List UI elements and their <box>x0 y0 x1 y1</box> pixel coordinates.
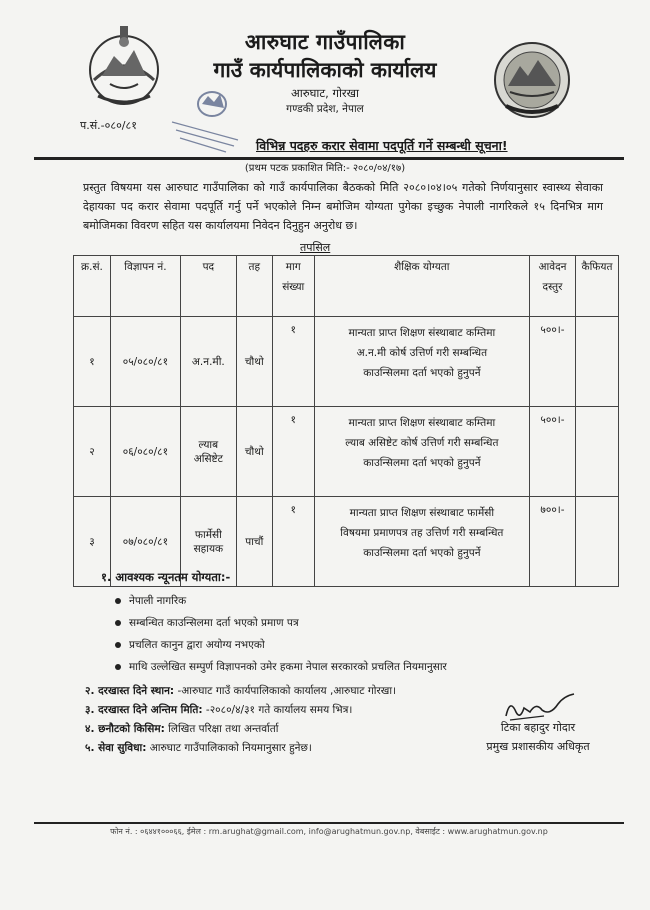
address-line2: गण्डकी प्रदेश, नेपाल <box>286 103 364 115</box>
cell-qualification-line3: काउन्सिलमा दर्ता भएको हुनुपर्ने <box>363 367 481 379</box>
cell-remarks <box>575 497 618 587</box>
cell-ad-no: ०७/०८०/८१ <box>110 497 180 587</box>
cell-sn: १ <box>74 317 111 407</box>
office-stamp-icon <box>168 82 250 154</box>
cell-post-line2: असिष्टेट <box>193 452 223 465</box>
item-label: ५. सेवा सुविधा: <box>85 742 147 754</box>
col-header-demand-line2: संख्या <box>282 281 305 293</box>
publication-date: (प्रथम पटक प्रकाशित मिति:- २०८०/०४/१७) <box>244 163 406 174</box>
signer-title: प्रमुख प्रशासकीय अधिकृत <box>486 740 590 753</box>
cell-qualification-line3: काउन्सिलमा दर्ता भएको हुनुपर्ने <box>363 547 481 559</box>
col-header-remarks: कैफियत <box>575 256 618 317</box>
item-value: -आरुघाट गाउँ कार्यपालिकाको कार्यालय ,आरुघाट गोरखा। <box>174 685 397 697</box>
requirements-list <box>115 592 447 680</box>
item-label: २. दरखास्त दिने स्थान: <box>85 685 175 697</box>
cell-qualification-line2: अ.न.मी कोर्ष उत्तिर्ण गरी सम्बन्धित <box>356 347 488 359</box>
table-header-row <box>74 256 619 317</box>
item-value: आरुघाट गाउँपालिकाको नियमानुसार हुनेछ। <box>146 742 312 754</box>
cell-qualification-line1: मान्यता प्राप्त शिक्षण संस्थाबाट फार्मेसी <box>349 507 495 519</box>
vacancy-table <box>73 255 619 587</box>
col-header-fee-line2: दस्तुर <box>542 281 563 293</box>
address-line1: आरुघाट, गोरखा <box>290 86 360 100</box>
cell-sn: ३ <box>74 497 111 587</box>
cell-sn: २ <box>74 407 111 497</box>
contact-footer: फोन नं. : ०६४४१०००६६, ईमेल : rm.arughat@gmail.com, info@arughatmun.gov.np, वेबसाईट : www.arughatmun.gov.np <box>110 827 548 836</box>
cell-qualification-line1: मान्यता प्राप्त शिक्षण संस्थाबाट कम्तिमा <box>348 417 496 429</box>
item-value: -२०८०/४/३१ गते कार्यालय समय भित्र। <box>202 704 353 716</box>
cell-qualification-line2: ल्याब असिष्टेट कोर्ष उत्तिर्ण गरी सम्बन्धित <box>345 437 499 449</box>
col-header-fee-line1: आवेदन <box>538 261 567 273</box>
cell-ad-no: ०५/०८०/८१ <box>110 317 180 407</box>
cell-qualification <box>314 497 529 587</box>
cell-demand: १ <box>272 497 314 587</box>
cell-qualification <box>314 317 529 407</box>
signer-name: टिका बहादुर गोदार <box>500 721 576 734</box>
cell-fee: ५००।- <box>530 317 576 407</box>
notice-body: प्रस्तुत विषयमा यस आरुघाट गाउँपालिका को गाउँ कार्यपालिका बैठकको मिति २०८०।०४।०५ गतेको निर्णयानुसार स्वास्थ्य सेवाका देहायका पद करार सेवामा पदपूर्ति गर्नु पर्ने भएकोले निम्न बमोजिम योग्यता पुगेका इच्छुक नेपाली नागरिकले १५ दिनभित्र माग बमोजिमका विवरण सहित यस कार्यालयमा निवेदन दिनुहुन अनुरोध छ। <box>83 181 603 232</box>
cell-post-line1: फार्मेसी <box>194 528 222 541</box>
office-name: आरुघाट गाउँपालिका <box>244 30 406 54</box>
cell-fee: ५००।- <box>530 407 576 497</box>
table-row <box>74 317 619 407</box>
office-title: गाउँ कार्यपालिकाको कार्यालय <box>213 58 437 82</box>
list-item <box>85 720 396 739</box>
cell-qualification-line1: मान्यता प्राप्त शिक्षण संस्थाबाट कम्तिमा <box>348 327 496 339</box>
list-item: माथि उल्लेखित सम्पुर्ण विज्ञापनको उमेर हकमा नेपाल सरकारको प्रचलित नियमानुसार <box>115 658 447 680</box>
cell-remarks <box>575 407 618 497</box>
cell-fee: ७००।- <box>530 497 576 587</box>
footer-divider <box>34 822 624 824</box>
cell-post-line1: ल्याब <box>198 438 219 451</box>
details-heading: तपसिल <box>300 241 331 254</box>
list-item: सम्बन्धित काउन्सिलमा दर्ता भएको प्रमाण पत्र <box>115 614 447 636</box>
requirements-heading: १. आवश्यक न्यूनतम योग्यता:- <box>101 570 231 584</box>
cell-qualification-line2: विषयमा प्रमाणपत्र तह उत्तिर्ण गरी सम्बन्धित <box>340 527 504 539</box>
cell-level: चौथो <box>236 317 272 407</box>
col-header-demand <box>272 256 314 317</box>
list-item: नेपाली नागरिक <box>115 592 447 614</box>
cell-level: पाचौं <box>236 497 272 587</box>
list-item <box>85 682 396 701</box>
cell-level: चौथो <box>236 407 272 497</box>
item-value: लिखित परिक्षा तथा अन्तर्वार्ता <box>164 723 279 735</box>
table-row <box>74 407 619 497</box>
col-header-level: तह <box>236 256 272 317</box>
cell-remarks <box>575 317 618 407</box>
cell-post-line1: अ.न.मी. <box>191 355 225 368</box>
col-header-post: पद <box>180 256 236 317</box>
col-header-demand-line1: माग <box>285 261 301 273</box>
cell-qualification <box>314 407 529 497</box>
col-header-qualification: शैक्षिक योग्यता <box>314 256 529 317</box>
reference-number: प.सं.-०८०/८१ <box>80 119 137 132</box>
cell-qualification-line3: काउन्सिलमा दर्ता भएको हुनुपर्ने <box>363 457 481 469</box>
col-header-sn: क्र.सं. <box>74 256 111 317</box>
cell-demand: १ <box>272 407 314 497</box>
cell-demand: १ <box>272 317 314 407</box>
cell-post-line2: सहायक <box>193 542 224 555</box>
col-header-ad-no: विज्ञापन नं. <box>110 256 180 317</box>
cell-post <box>180 317 236 407</box>
list-item <box>85 739 396 758</box>
notice-title: विभिन्न पदहरु करार सेवामा पदपूर्ति गर्ने सम्बन्धी सूचना! <box>256 138 508 153</box>
item-label: ३. दरखास्त दिने अन्तिम मिति: <box>85 704 203 716</box>
list-item: प्रचलित कानुन द्वारा अयोग्य नभएको <box>115 636 447 658</box>
col-header-fee <box>530 256 576 317</box>
cell-ad-no: ०६/०८०/८१ <box>110 407 180 497</box>
application-info-list <box>85 682 396 758</box>
item-label: ४. छनौटको किसिम: <box>85 723 165 735</box>
list-item <box>85 701 396 720</box>
cell-post <box>180 407 236 497</box>
